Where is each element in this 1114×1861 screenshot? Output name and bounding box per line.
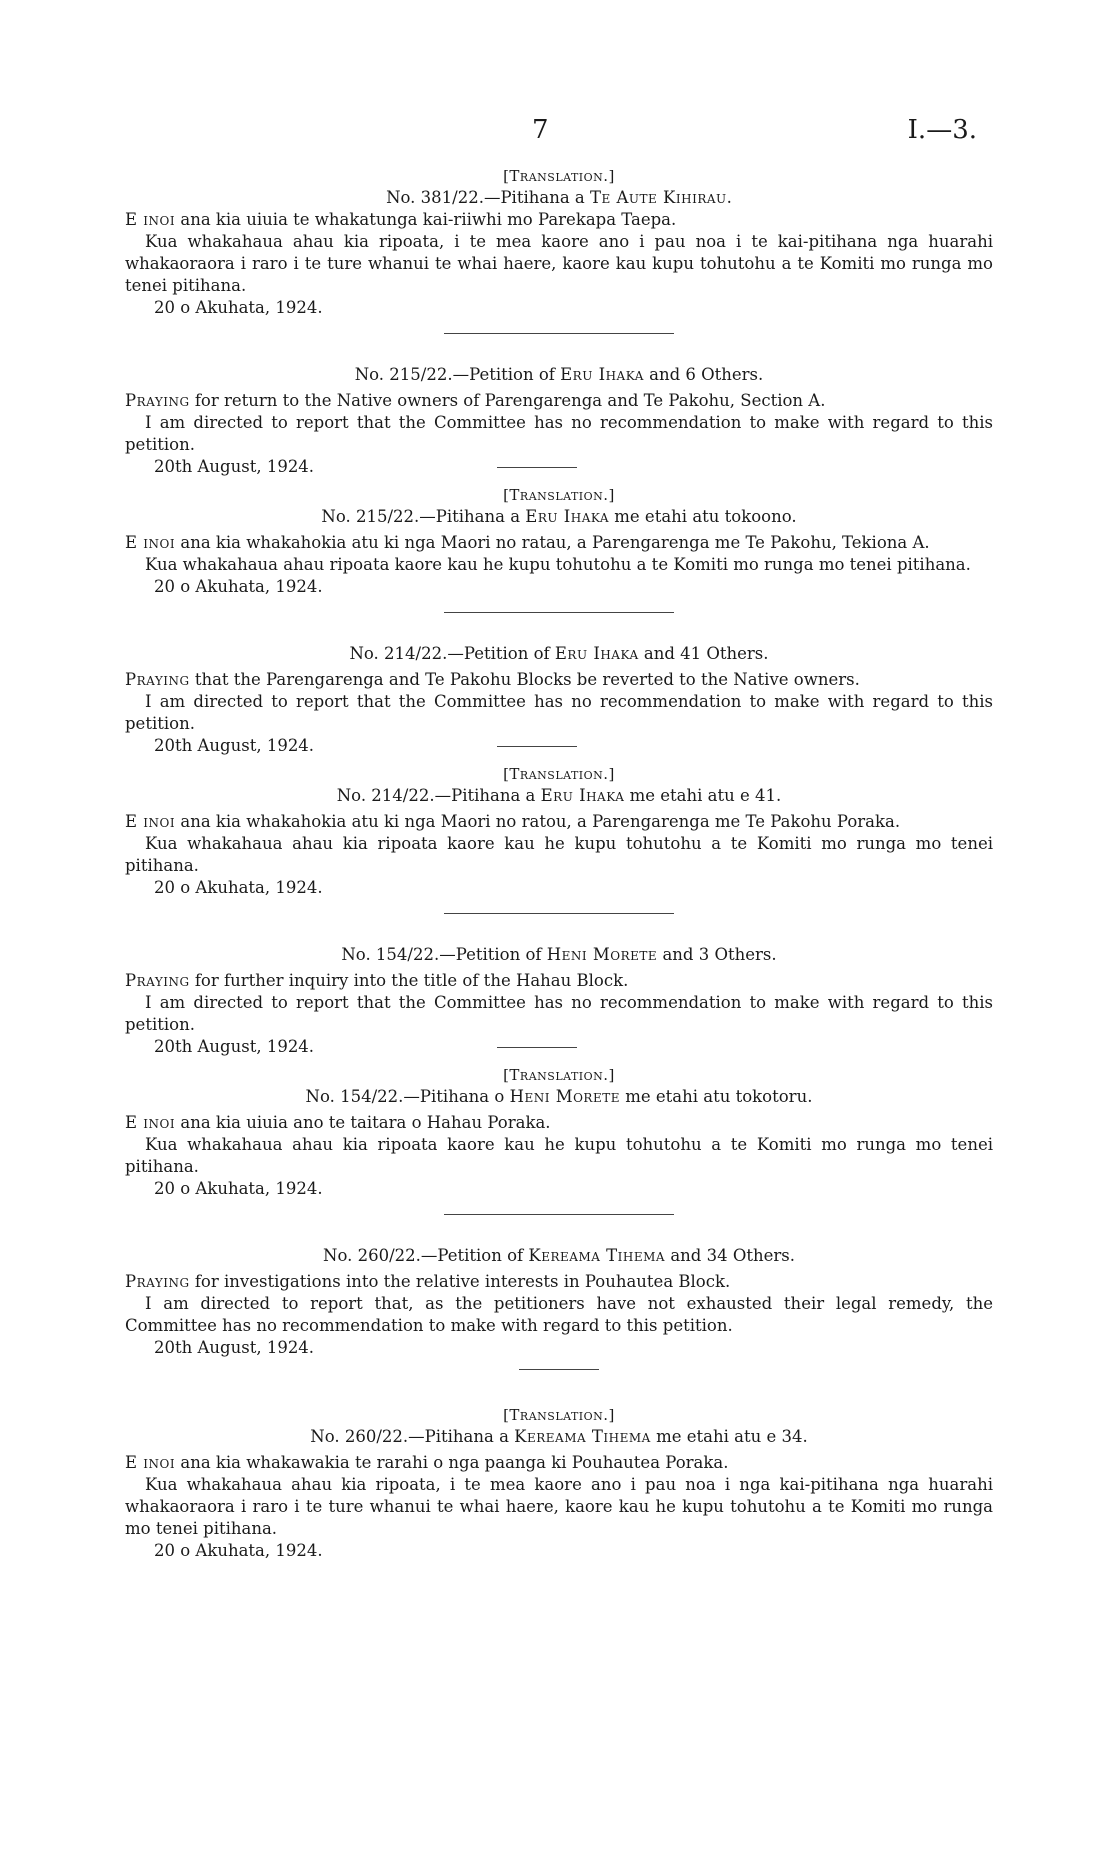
report-text: I am directed to report that the Committee has no recommendation to make with regard to this petition. [125, 993, 993, 1034]
translation-block [125, 1404, 993, 1562]
short-divider [519, 1369, 599, 1370]
report-date: 20th August, 1924. [154, 1037, 315, 1056]
prayer-text: Praying for investigations into the relative interests in Pouhautea Block. [125, 1272, 731, 1291]
petitioner-name: Kereama Tihema [528, 1246, 666, 1265]
report-text: I am directed to report that, as the petitioners have not exhausted their legal remedy, the Committee has no recommendation to make with regard to this petition. [125, 1294, 993, 1335]
translation-label: [Translation.] [503, 486, 615, 504]
section-divider [444, 612, 674, 613]
report-text: Kua whakahaua ahau kia ripoata, i te mea kaore ano i pau noa i te kai-pitihana nga huarahi whakaoraora i raro i te ture whanui te whai haere, kaore kau kupu tohutohu a te Komiti mo runga mo tenei pitihana. [125, 232, 993, 295]
section-divider [444, 913, 674, 914]
report-date: 20 o Akuhata, 1924. [154, 577, 323, 596]
petition-block [125, 944, 993, 1058]
section-divider [444, 333, 674, 334]
petitioner-name: Heni Morete [546, 945, 658, 964]
report-date: 20 o Akuhata, 1924. [154, 878, 323, 897]
prayer-text: Praying for further inquiry into the title of the Hahau Block. [125, 971, 629, 990]
prayer-text: E inoi ana kia whakahokia atu ki nga Maori no ratou, a Parengarenga me Te Pakohu Poraka. [125, 812, 901, 831]
report-date: 20 o Akuhata, 1924. [154, 298, 323, 317]
report-text: I am directed to report that the Committee has no recommendation to make with regard to this petition. [125, 413, 993, 454]
prayer-text: Praying that the Parengarenga and Te Pakohu Blocks be reverted to the Native owners. [125, 670, 860, 689]
petition-block [125, 1245, 993, 1359]
short-divider [497, 1047, 577, 1048]
petitioner-name: Eru Ihaka [525, 507, 610, 526]
report-date: 20th August, 1924. [154, 457, 315, 476]
report-date: 20th August, 1924. [154, 736, 315, 755]
translation-label: [Translation.] [503, 1406, 615, 1424]
page-header [0, 115, 1114, 145]
petitioner-name: Te Aute Kihirau [590, 188, 727, 207]
translation-label: [Translation.] [503, 1066, 615, 1084]
petition-title: No. 214/22.—Petition of Eru Ihaka and 41 Others. [349, 644, 769, 663]
translation-label: [Translation.] [503, 167, 615, 185]
petition-title: No. 260/22.—Pitihana a Kereama Tihema me etahi atu e 34. [310, 1427, 808, 1446]
report-date: 20 o Akuhata, 1924. [154, 1179, 323, 1198]
translation-block [125, 165, 993, 319]
translation-block [125, 763, 993, 899]
prayer-text: E inoi ana kia uiuia ano te taitara o Hahau Poraka. [125, 1113, 551, 1132]
translation-label: [Translation.] [503, 765, 615, 783]
petition-title: No. 381/22.—Pitihana a Te Aute Kihirau. [386, 188, 732, 207]
petitioner-name: Kereama Tihema [514, 1427, 651, 1446]
petition-title: No. 215/22.—Petition of Eru Ihaka and 6 Others. [354, 365, 764, 384]
document-body [125, 165, 993, 1562]
petition-title: No. 260/22.—Petition of Kereama Tihema and 34 Others. [323, 1246, 795, 1265]
report-text: I am directed to report that the Committee has no recommendation to make with regard to this petition. [125, 692, 993, 733]
translation-block [125, 484, 993, 598]
petition-block [125, 643, 993, 757]
short-divider [497, 746, 577, 747]
translation-block [125, 1064, 993, 1200]
report-date: 20 o Akuhata, 1924. [154, 1541, 323, 1560]
report-date: 20th August, 1924. [154, 1338, 315, 1357]
report-text: Kua whakahaua ahau kia ripoata kaore kau he kupu tohutohu a te Komiti mo runga mo tenei pitihana. [125, 1135, 993, 1176]
section-divider [444, 1214, 674, 1215]
petition-block [125, 364, 993, 478]
report-text: Kua whakahaua ahau ripoata kaore kau he kupu tohutohu a te Komiti mo runga mo tenei pitihana. [145, 555, 971, 574]
petition-title: No. 154/22.—Petition of Heni Morete and 3 Others. [341, 945, 777, 964]
petitioner-name: Eru Ihaka [554, 644, 639, 663]
petitioner-name: Eru Ihaka [540, 786, 625, 805]
petitioner-name: Eru Ihaka [560, 365, 644, 384]
report-text: Kua whakahaua ahau kia ripoata kaore kau he kupu tohutohu a te Komiti mo runga mo tenei pitihana. [125, 834, 993, 875]
petition-title: No. 215/22.—Pitihana a Eru Ihaka me etahi atu tokoono. [321, 507, 797, 526]
page-number: 7 [532, 115, 549, 145]
petition-title: No. 154/22.—Pitihana o Heni Morete me etahi atu tokotoru. [305, 1087, 813, 1106]
report-text: Kua whakahaua ahau kia ripoata, i te mea kaore ano i pau noa i nga kai-pitihana nga huarahi whakaoraora i raro i te ture whanui te whai haere, kaore kau he kupu tohutohu a te Komiti mo runga mo tenei pitihana. [125, 1475, 993, 1538]
petition-title: No. 214/22.—Pitihana a Eru Ihaka me etahi atu e 41. [336, 786, 782, 805]
prayer-text: E inoi ana kia whakahokia atu ki nga Maori no ratau, a Parengarenga me Te Pakohu, Tekiona A. [125, 533, 930, 552]
page-reference: I.—3. [907, 115, 977, 145]
petitioner-name: Heni Morete [509, 1087, 620, 1106]
short-divider [497, 467, 577, 468]
prayer-text: E inoi ana kia uiuia te whakatunga kai-riiwhi mo Parekapa Taepa. [125, 210, 677, 229]
prayer-text: Praying for return to the Native owners of Parengarenga and Te Pakohu, Section A. [125, 391, 826, 410]
prayer-text: E inoi ana kia whakawakia te rarahi o nga paanga ki Pouhautea Poraka. [125, 1453, 729, 1472]
